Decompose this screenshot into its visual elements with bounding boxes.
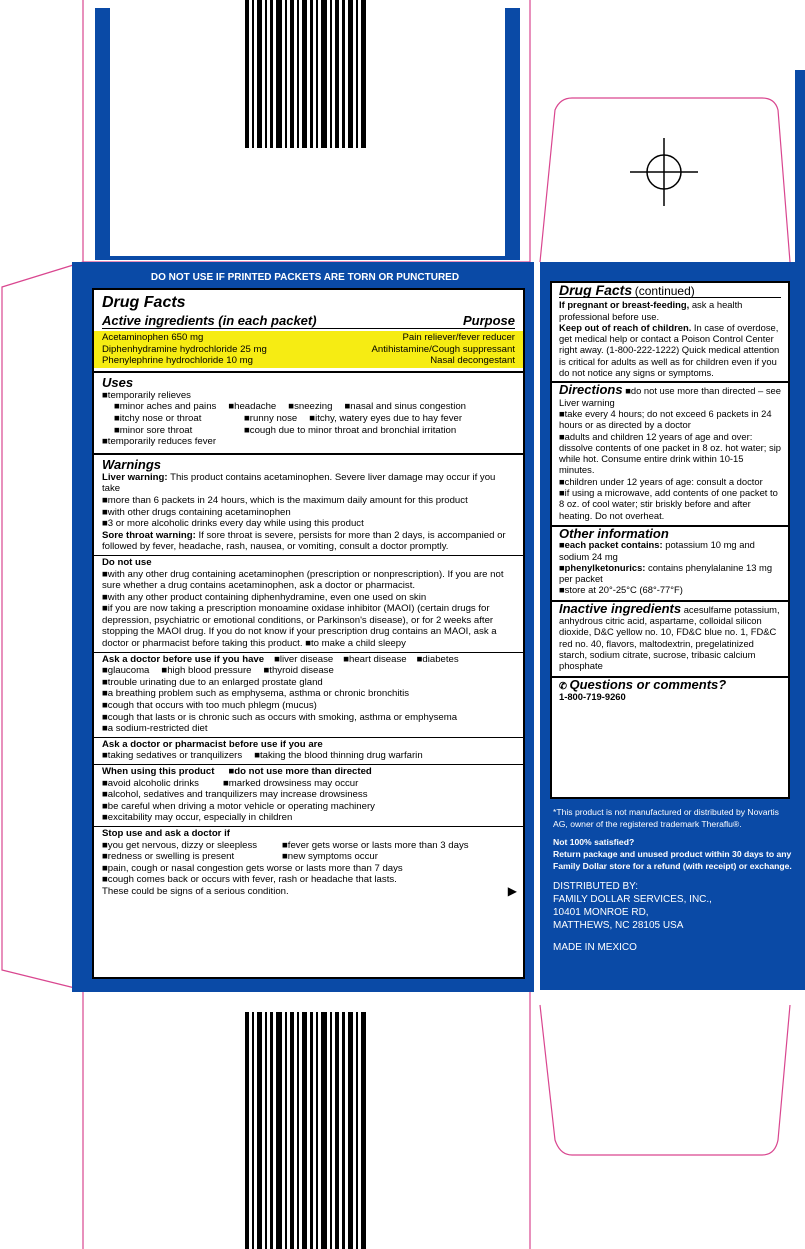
inactive-title: Inactive ingredients xyxy=(559,600,682,616)
warnings-title: Warnings xyxy=(102,456,161,472)
ingredient-row: Phenylephrine hydrochloride 10 mg Nasal decongestant xyxy=(102,355,515,367)
edge-blue-strip xyxy=(795,70,805,990)
phone-number: 1-800-719-9260 xyxy=(559,690,626,702)
made-in: MADE IN MEXICO xyxy=(553,942,637,953)
drug-facts-title: Drug Facts xyxy=(102,294,186,311)
purpose-header: Purpose xyxy=(462,313,515,328)
ask-doctor-title: Ask a doctor before use if you have xyxy=(102,653,265,665)
questions-title: Questions or comments? xyxy=(569,676,727,692)
barcode-bottom xyxy=(245,1012,370,1249)
continue-arrow-icon: ▶ xyxy=(507,883,517,898)
packet-warning: DO NOT USE IF PRINTED PACKETS ARE TORN OR PUNCTURED xyxy=(150,272,460,283)
other-info-title: Other information xyxy=(559,525,669,541)
directions-title: Directions xyxy=(559,382,623,398)
uses-title: Uses xyxy=(102,374,134,390)
distributor-block: *This product is not manufactured or distributed by Novartis AG, owner of the registered trademark Theraflu®. Not 100% satisfied? Return package and unused product within 30 days to any Family Dollar store for a refund (with receipt) or exchange. DISTRIBUTED BY: FAMILY DOLLAR SERVICES, INC., 10401 MONROE RD, MATTHEWS, NC 28105 USA MADE IN MEXICO xyxy=(553,807,792,953)
uses-section: Uses ■ temporarily relieves ■ minor aches and pains ■ headache ■ sneezing ■ nasal and sinus congestion ■ itchy nose or throat ■ runny nose ■ itchy, watery eyes due to hay fever ■ minor sore throat ■ cough due to minor throat and bronchial irritation ■ temporarily reduces fever xyxy=(94,371,523,450)
warnings-section: Warnings Liver warning: This product contains acetaminophen. Severe liver damage may occur if you take ■ more than 6 packets in 24 hours, which is the maximum daily amount for this product ■ with other drugs containing acetaminophen ■ 3 or more alcoholic drinks every day while using this product Sore throat warning: If sore throat is severe, persists for more than 2 days, is accompanied or followed by fever, headache, rash, nausea, or vomiting, consult a doctor promptly. Do not use ■ with any other drug containing acetaminophen (prescription or nonprescription). If you are not sure whether a drug contains acetaminophen, ask a doctor or pharmacist. ■ with any other product containing diphenhydramine, even one used on skin ■ if you are now taking a prescription monoamine oxidase inhibitor (MAOI) (certain drugs for depression, psychiatric or emotional conditions, or Parkinson's disease), or for 2 weeks after stopping the MAOI drug. If you do not know if your prescription drug contains an MAOI, ask a doctor or pharmacist before taking this product. ■ to make a child sleepy Ask a doctor before use if you have ■ liver disease ■ heart disease ■ diabetes ■ glaucoma ■ high blood pressure ■ thyroid disease ■ trouble urinating due to an enlarged prostate gland ■ a breathing problem such as emphysema, asthma or chronic bronchitis ■ cough that occurs with too much phlegm (mucus) ■ cough that lasts or is chronic such as occurs with smoking, asthma or emphysema ■ a sodium-restricted diet Ask a doctor or pharmacist before use if you are ■ taking sedatives or tranquilizers ■ taking the blood thinning drug warfarin When using this product ■ do not use more than directed ■ avoid alcoholic drinks ■ marked drowsiness may occur ■ alcohol, sedatives and tranquilizers may increase drowsiness ■ be careful when driving a motor vehicle or operating machinery ■ excitability may occur, especially in children Stop use and ask a doctor if ■ you get nervous, dizzy or sleepless ■ fever gets worse or lasts more than 3 days ■ redness or swelling is present ■ new symptoms occur ■ pain, cough or nasal congestion gets worse or lasts more than 7 days ■ cough comes back or occurs with fever, rash or headache that lasts. These could be signs of a serious condition. ▶ xyxy=(94,453,523,900)
when-using-title: When using this product xyxy=(102,766,215,777)
satisfaction-text: Return package and unused product within 30 days to any Family Dollar store for a refund (with receipt) or exchange. xyxy=(553,849,792,871)
phone-icon: ✆ xyxy=(559,679,567,691)
drug-facts-continued-panel: Drug Facts (continued) If pregnant or breast-feeding, ask a health professional before use. Keep out of reach of children. In case of overdose, get medical help or contact a Poison Control Center right away. (1-800-222-1222) Quick medical attention is critical for adults as well as for children even if you do not notice any signs or symptoms. Directions ■ do not use more than directed – see Liver warning ■ take every 4 hours; do not exceed 6 packets in 24 hours or as directed by a doctor ■ adults and children 12 years of age and over: dissolve contents of one packet in 8 oz. hot water; sip while hot. Consume entire drink within 10-15 minutes. ■ children under 12 years of age: consult a doctor ■ if using a microwave, add contents of one packet to 8 oz. of cool water; stir briskly before and after heating. Do not overheat. Other information ■ each packet contains: potassium 10 mg and sodium 24 mg ■ phenylketonurics: contains phenylalanine 13 mg per packet ■ store at 20°-25°C (68°-77°F) Inactive ingredients acesulfame potassium, anhydrous citric acid, aspartame, colloidal silicon dioxide, D&C yellow no. 10, FD&C blue no. 1, FD&C red no. 40, flavors, maltodextrin, pregelatinized starch, sodium citrate, sucrose, tribasic calcium phosphate ✆ Questions or comments? 1-800-719-9260 xyxy=(550,281,790,799)
ingredient-row: Diphenhydramine hydrochloride 25 mg Antihistamine/Cough suppressant xyxy=(102,343,515,355)
satisfaction-title: Not 100% satisfied? xyxy=(553,837,635,847)
stop-use-title: Stop use and ask a doctor if xyxy=(102,827,230,839)
ingredients-table xyxy=(94,331,523,368)
barcode-top xyxy=(245,0,370,148)
active-ingredients-header: Active ingredients (in each packet) xyxy=(102,313,317,328)
trademark-disclaimer: *This product is not manufactured or distributed by Novartis AG, owner of the registered trademark Theraflu®. xyxy=(553,807,779,829)
continued-title: Drug Facts xyxy=(559,282,633,298)
ingredient-row: Acetaminophen 650 mg Pain reliever/fever reducer xyxy=(102,332,515,343)
ask-pharmacist-title: Ask a doctor or pharmacist before use if you are xyxy=(102,738,323,750)
do-not-use-title: Do not use xyxy=(102,556,152,568)
drug-facts-panel xyxy=(92,288,525,979)
